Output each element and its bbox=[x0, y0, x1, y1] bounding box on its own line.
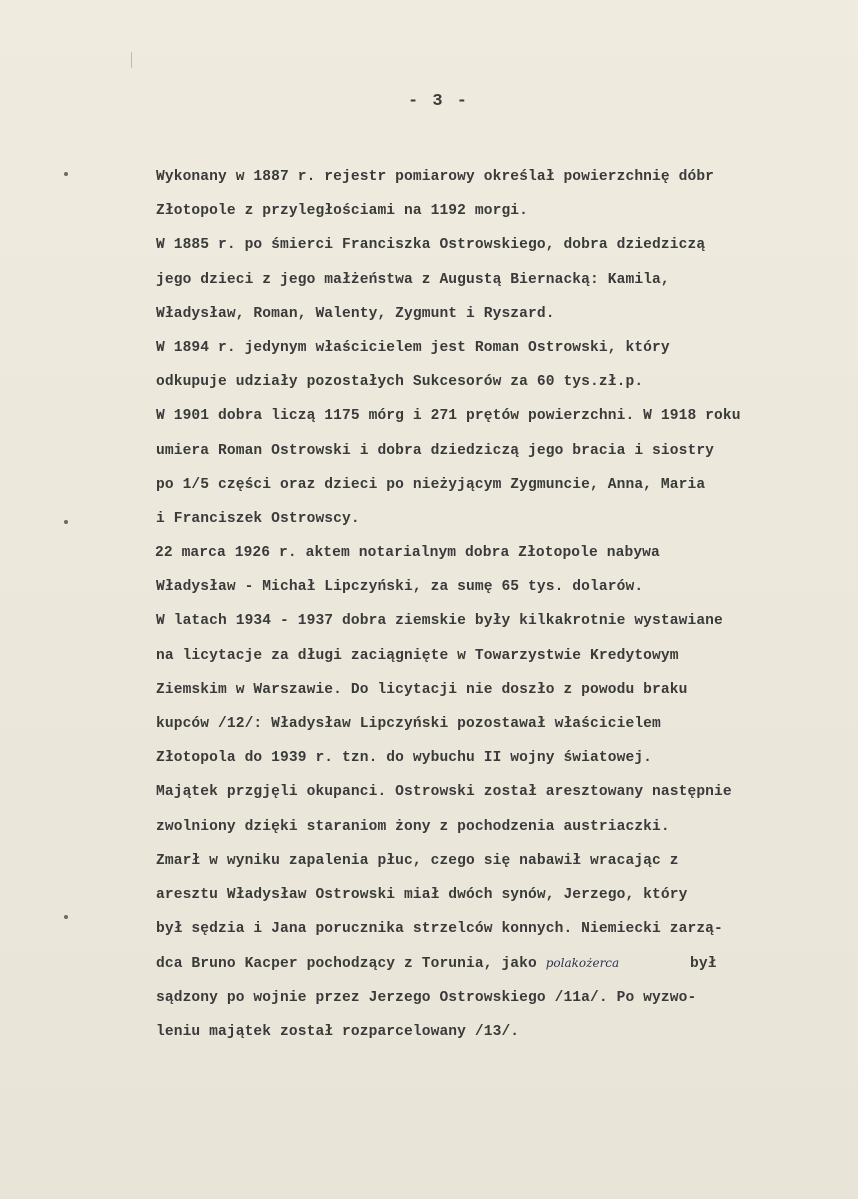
text-line: W 1885 r. po śmierci Franciszka Ostrowskiego, dobra dziedziczą bbox=[156, 237, 706, 254]
text-line: po 1/5 części oraz dzieci po nieżyjącym Zygmuncie, Anna, Maria bbox=[156, 476, 706, 493]
text-line: leniu majątek został rozparcelowany /13/. bbox=[156, 1023, 520, 1040]
text-line: jego dzieci z jego małżeństwa z Augustą Biernacką: Kamila, bbox=[156, 271, 670, 288]
text-line: na licytacje za długi zaciągnięte w Towarzystwie Kredytowym bbox=[156, 647, 679, 664]
text-line: sądzony po wojnie przez Jerzego Ostrowskiego /11a/. Po wyzwo- bbox=[156, 989, 697, 1006]
typed-segment: był bbox=[619, 956, 717, 973]
text-line: W 1894 r. jedynym właścicielem jest Roman Ostrowski, który bbox=[156, 339, 670, 356]
page-number: - 3 - bbox=[408, 92, 470, 111]
text-line: i Franciszek Ostrowscy. bbox=[156, 510, 360, 527]
text-line: odkupuje udziały pozostałych Sukcesorów za 60 tys.zł.p. bbox=[156, 374, 644, 391]
margin-crease bbox=[131, 52, 132, 68]
text-line: Ziemskim w Warszawie. Do licytacji nie doszło z powodu braku bbox=[156, 681, 688, 698]
text-line: Wykonany w 1887 r. rejestr pomiarowy określał powierzchnię dóbr bbox=[156, 169, 715, 185]
text-line: kupców /12/: Władysław Lipczyński pozostawał właścicielem bbox=[156, 716, 661, 732]
text-line: zwolniony dzięki staraniom żony z pochodzenia austriaczki. bbox=[156, 818, 670, 835]
margin-dot bbox=[64, 915, 68, 919]
text-line: Zmarł w wyniku zapalenia płuc, czego się nabawił wracając z bbox=[156, 852, 679, 869]
text-line: Władysław, Roman, Walenty, Zygmunt i Ryszard. bbox=[156, 305, 555, 322]
text-line-with-handwriting bbox=[156, 946, 846, 980]
typed-body-text bbox=[156, 160, 846, 1049]
handwritten-insertion: polakożerca bbox=[545, 956, 620, 971]
text-line: był sędzia i Jana porucznika strzelców konnych. Niemiecki zarzą- bbox=[156, 921, 723, 938]
text-line: umiera Roman Ostrowski i dobra dziedziczą jego bracia i siostry bbox=[156, 442, 715, 459]
margin-dot bbox=[64, 520, 68, 524]
text-line: 22 marca 1926 r. aktem notarialnym dobra Złotopole nabywa bbox=[155, 545, 660, 562]
text-line: Złotopole z przyległościami na 1192 morgi. bbox=[156, 203, 529, 220]
margin-dot bbox=[64, 172, 68, 176]
text-line: aresztu Władysław Ostrowski miał dwóch synów, Jerzego, który bbox=[156, 886, 688, 903]
text-line: Złotopola do 1939 r. tzn. do wybuchu II wojny światowej. bbox=[156, 750, 653, 767]
text-line: Majątek przgjęli okupanci. Ostrowski został aresztowany następnie bbox=[156, 784, 732, 801]
text-line: Władysław - Michał Lipczyński, za sumę 65 tys. dolarów. bbox=[156, 579, 644, 596]
text-line: W latach 1934 - 1937 dobra ziemskie były kilkakrotnie wystawiane bbox=[156, 613, 723, 630]
text-line: W 1901 dobra liczą 1175 mórg i 271 prętów powierzchni. W 1918 roku bbox=[156, 408, 741, 425]
typed-segment: dca Bruno Kacper pochodzący z Torunia, jako bbox=[156, 956, 546, 973]
